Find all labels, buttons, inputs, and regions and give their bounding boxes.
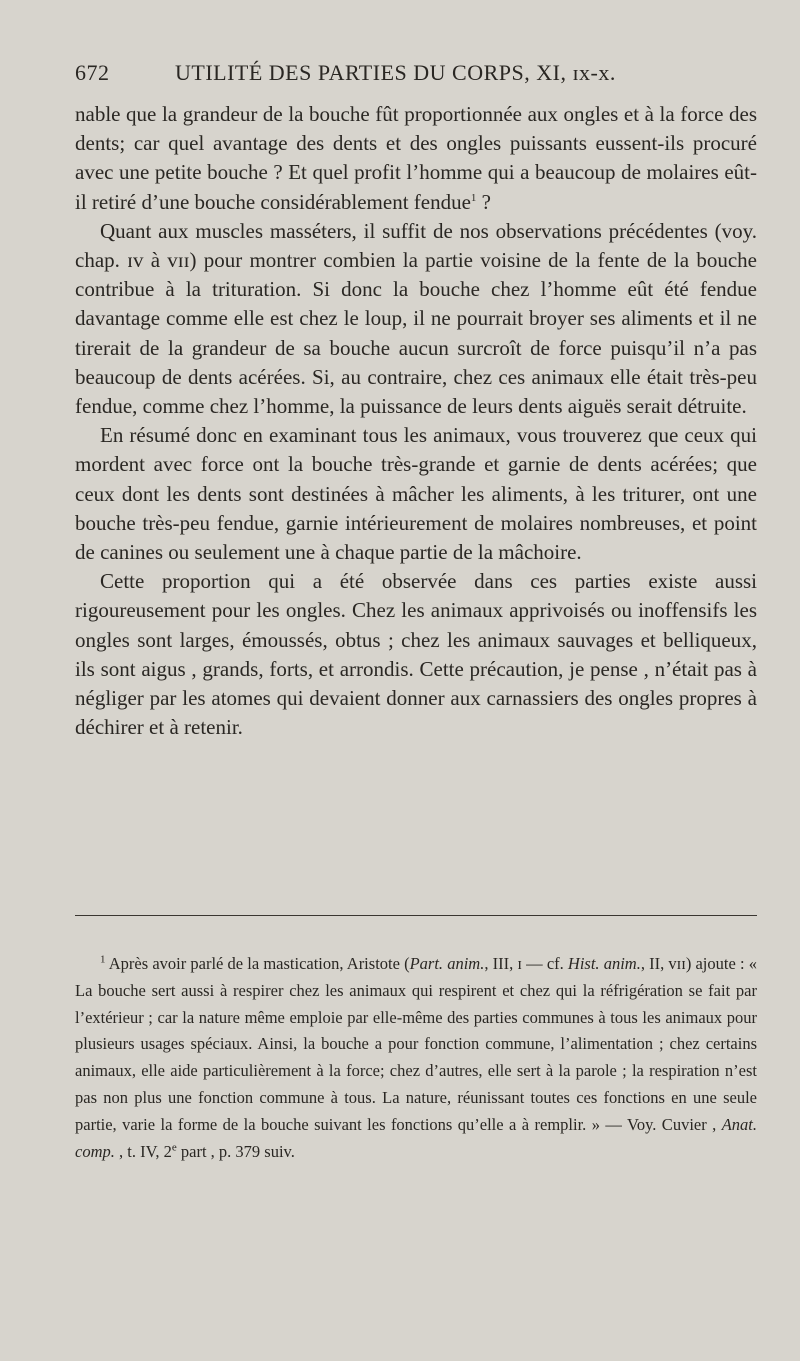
- footnote-citation-anat-comp: Anat. comp.: [75, 1114, 757, 1161]
- paragraph-4: Cette proportion qui a été observée dans ces parties existe aussi rigoureusement pour les ongles. Chez les animaux apprivoisés ou inoffensifs les ongles sont larges, émoussés, obtus ; chez les animaux sauvages et belliqueux, ils sont aigus , grands, forts, et arrondis. Cette précaution, je pense , n’était pas à négliger par les atomes qui devaient donner aux carnassiers des ongles propres à déchirer et à retenir.: [75, 569, 757, 740]
- page-number: 672: [75, 60, 110, 85]
- footnote-divider: [75, 915, 757, 916]
- paragraph-1-text: nable que la grandeur de la bouche fût proportionnée aux ongles et à la force des dents; car quel avantage des dents et des ongles puissants eussent-ils procuré avec une petite bouche ? Et quel profit l’homme qui a beaucoup de molaires eût-il retiré d’une bouche considérablement fendue: [75, 102, 757, 214]
- footnote-1: [75, 951, 757, 1165]
- paragraph-2: Quant aux muscles masséters, il suffit de nos observations précédentes (voy. chap. ɪv à vɪɪ) pour montrer combien la partie voisine de la fente de la bouche contribue à la trituration. Si donc la bouche chez l’homme eût été fendue davantage comme elle est chez le loup, il ne pourrait broyer ses aliments et il ne tirerait de la grandeur de sa bouche aucun surcroît de force puisqu’il n’a pas beaucoup de dents acérées. Si, au contraire, chez ces animaux elle était très-peu fendue, comme chez l’homme, la puissance de leurs dents aiguës serait détruite.: [75, 218, 757, 419]
- footnote-text-5: part , p. 379 suiv.: [176, 1141, 295, 1161]
- footnote-text-1: Après avoir parlé de la mastication, Aristote (: [105, 954, 410, 973]
- footnote-text-3: , II, vɪɪ) ajoute : « La bouche sert aussi à respirer chez les animaux qui respirent et chez qui la réfrigération se fait par l’extérieur ; car la nature même emploie par elle-même des parties communes à tous les animaux pour plusieurs usages spéciaux. Ainsi, la bouche a pour fonction commune, l’alimentation ; chez certains animaux, elle aide particulièrement à la force; chez d’autres, elle sert à la parole ; la respiration n’est pas non plus une fonction commune à tous. La nature, réunissant toutes ces fonctions en une seule partie, varie la forme de la bouche suivant les fonctions qu’elle a à remplir. » — Voy. Cuvier ,: [75, 954, 757, 1134]
- footnote-superscript: e: [171, 1141, 177, 1154]
- footnote-text-2: , III, ɪ — cf.: [484, 954, 568, 973]
- footnote-citation-hist-anim: Hist. anim.: [567, 954, 641, 973]
- footnote-reference: 1: [470, 191, 477, 204]
- footnote-citation-part-anim: Part. anim.: [409, 954, 485, 973]
- paragraph-1-end: ?: [476, 189, 491, 214]
- paragraph-1: [75, 100, 757, 217]
- main-text: [75, 100, 757, 742]
- footnote-marker: 1: [100, 953, 106, 966]
- footnotes: [75, 951, 757, 1165]
- paragraph-3: En résumé donc en examinant tous les animaux, vous trouverez que ceux qui mordent avec force ont la bouche très-grande et garnie de dents acérées; que ceux dont les dents sont destinées à mâcher les aliments, à les triturer, ont une bouche très-peu fendue, garnie intérieurement de molaires nombreuses, et point de canines ou seulement une à chaque partie de la mâchoire.: [75, 423, 757, 565]
- footnote-text-4: , t. IV, 2: [114, 1141, 172, 1161]
- running-title: UTILITÉ DES PARTIES DU CORPS, XI, ɪx-x.: [175, 60, 616, 85]
